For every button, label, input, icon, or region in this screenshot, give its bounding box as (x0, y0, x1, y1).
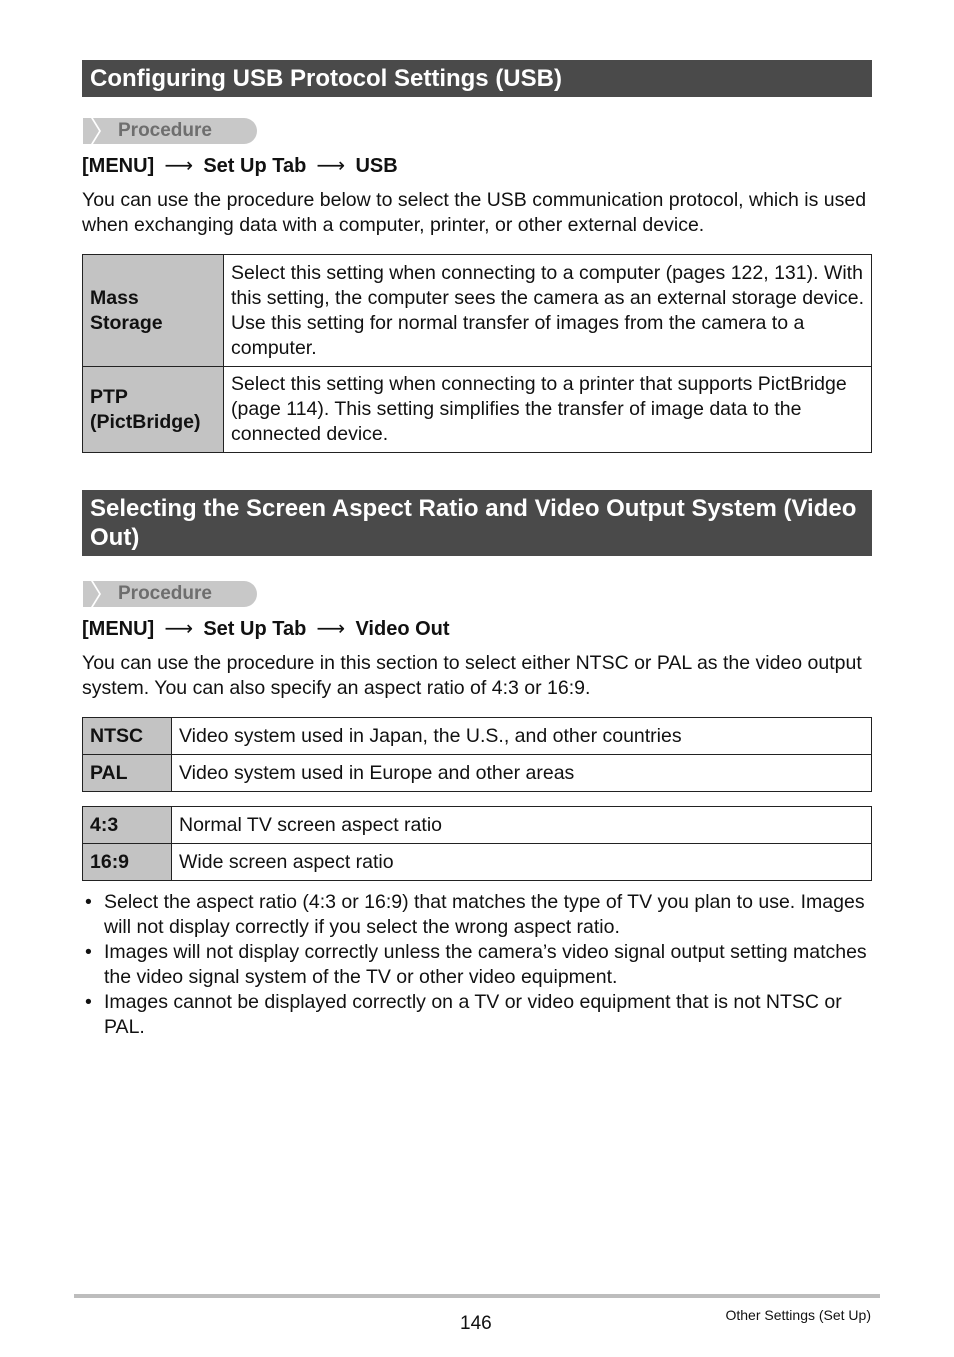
procedure-label: Procedure (118, 583, 212, 604)
notes-list (82, 890, 877, 1040)
list-item (82, 890, 877, 940)
section-title-video-out: Selecting the Screen Aspect Ratio and Video Output System (Video Out) (82, 490, 872, 556)
option-description: Wide screen aspect ratio (172, 844, 872, 881)
option-key: Mass Storage (83, 255, 224, 367)
procedure-label: Procedure (118, 120, 212, 141)
intro-paragraph: You can use the procedure in this section to select either NTSC or PAL as the video output system. You can also specify an aspect ratio of 4:3 or 16:9. (82, 652, 862, 699)
option-description: Normal TV screen aspect ratio (172, 807, 872, 844)
chevron-icon (83, 581, 105, 607)
section-title-usb: Configuring USB Protocol Settings (USB) (82, 60, 872, 97)
menu-path-step: [MENU] (82, 618, 155, 640)
option-key: 16:9 (83, 844, 172, 881)
option-key: PAL (83, 755, 172, 792)
table-row (83, 755, 872, 792)
procedure-badge (83, 581, 257, 607)
option-description: Video system used in Japan, the U.S., and other countries (172, 718, 872, 755)
footer-divider (74, 1294, 880, 1298)
page-number: 146 (460, 1313, 492, 1334)
menu-path-step: [MENU] (82, 155, 155, 177)
intro-paragraph: You can use the procedure below to select the USB communication protocol, which is used when exchanging data with a computer, printer, or other external device. (82, 189, 867, 236)
option-description: Select this setting when connecting to a computer (pages 122, 131). With this setting, the computer sees the camera as an external storage device. Use this setting for normal transfer of images from the camera to a computer. (224, 255, 872, 367)
list-item (82, 990, 877, 1040)
menu-path-step: Video Out (355, 618, 450, 640)
option-description: Select this setting when connecting to a printer that supports PictBridge (page 114). This setting simplifies the transfer of image data to the connected device. (224, 367, 872, 453)
right-arrow-icon: ⟶ (164, 618, 194, 640)
menu-path-step: Set Up Tab (203, 155, 307, 177)
right-arrow-icon: ⟶ (316, 155, 346, 177)
right-arrow-icon: ⟶ (316, 618, 346, 640)
menu-path (82, 154, 398, 178)
right-arrow-icon: ⟶ (164, 155, 194, 177)
table-row (83, 367, 872, 453)
usb-options-table (82, 254, 872, 453)
table-row (83, 807, 872, 844)
note-text: Select the aspect ratio (4:3 or 16:9) that matches the type of TV you plan to use. Images will not display correctly if you select the wrong aspect ratio. (104, 891, 865, 938)
footer-section-label: Other Settings (Set Up) (725, 1307, 871, 1323)
procedure-badge (83, 118, 257, 144)
menu-path-step: USB (355, 155, 398, 177)
table-row (83, 255, 872, 367)
list-item (82, 940, 877, 990)
option-description: Video system used in Europe and other areas (172, 755, 872, 792)
option-key: 4:3 (83, 807, 172, 844)
bullet-icon: • (85, 941, 92, 963)
menu-path (82, 617, 450, 641)
option-key: PTP (PictBridge) (83, 367, 224, 453)
bullet-icon: • (85, 991, 92, 1013)
menu-path-step: Set Up Tab (203, 618, 307, 640)
table-row (83, 844, 872, 881)
chevron-icon (83, 118, 105, 144)
bullet-icon: • (85, 891, 92, 913)
note-text: Images will not display correctly unless the camera’s video signal output setting matches the video signal system of the TV or other video equipment. (104, 941, 867, 988)
note-text: Images cannot be displayed correctly on a TV or video equipment that is not NTSC or PAL. (104, 991, 842, 1038)
option-key: NTSC (83, 718, 172, 755)
aspect-ratio-table (82, 806, 872, 881)
table-row (83, 718, 872, 755)
video-system-table (82, 717, 872, 792)
